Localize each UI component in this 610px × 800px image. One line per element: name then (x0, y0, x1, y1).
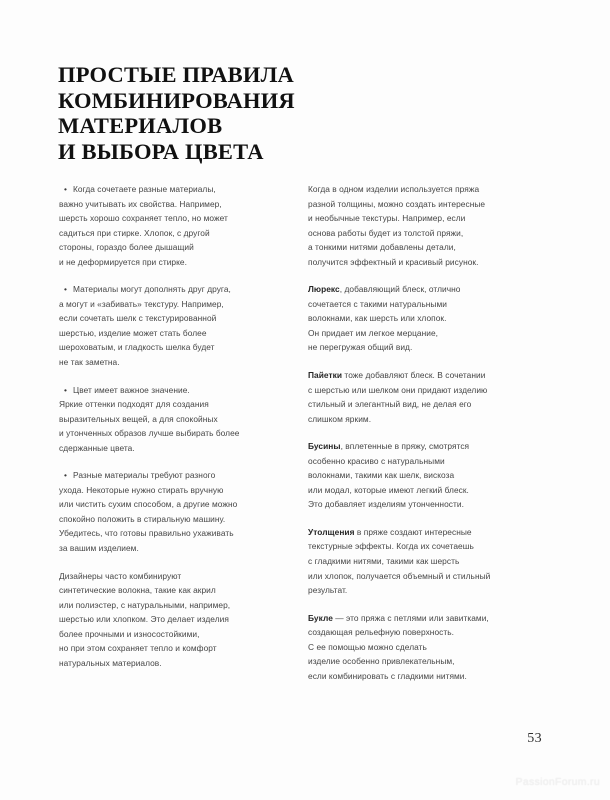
paragraph-line: важно учитывать их свойства. Например, (59, 198, 222, 209)
paragraph-line: создающая рельефную поверхность. (308, 627, 455, 638)
paragraph-line: садиться при стирке. Хлопок, с другой (59, 227, 210, 238)
paragraph-line: или полиэстер, с натуральными, например, (59, 599, 231, 610)
paragraph-line: Дизайнеры часто комбинируют (59, 570, 182, 581)
paragraph-line: слишком ярким. (308, 413, 372, 424)
paragraph-line: или чистить сухим способом, а другие можно (59, 499, 238, 510)
paragraph-line: или хлопок, получается объемный и стильный (308, 570, 491, 581)
paragraph-line: но при этом сохраняет тепло и комфорт (59, 643, 217, 654)
paragraph-line: Люрекс, добавляющий блеск, отлично (308, 284, 461, 295)
body-paragraph (59, 569, 291, 671)
page-number: 53 (527, 731, 542, 746)
paragraph-line: за вашим изделием. (59, 543, 139, 554)
paragraph-line: выразительных вещей, а для спокойных (59, 413, 218, 424)
page-title-line-1: ПРОСТЫЕ ПРАВИЛА (58, 62, 295, 87)
bullet-icon: • (64, 184, 67, 194)
paragraph-line: с шерстью или шелком они придают изделию (308, 384, 488, 395)
paragraph-lead-in: Пайетки (308, 370, 343, 381)
paragraph-line: Пайетки тоже добавляют блеск. В сочетании (308, 370, 486, 381)
paragraph-line: и не деформируется при стирке. (59, 256, 187, 267)
paragraph-line: не перегружая общий вид. (308, 342, 413, 353)
body-paragraph (59, 383, 291, 456)
paragraph-line: спокойно положить в стиральную машину. (59, 513, 226, 524)
paragraph-line: Букле — это пряжа с петлями или завитками, (308, 612, 489, 623)
paragraph-line: изделие особенно привлекательным, (308, 656, 455, 667)
paragraph-line: с гладкими нитями, такими как шерсть (308, 556, 460, 567)
paragraph-line: шероховатым, и гладкость шелка будет (59, 342, 215, 353)
paragraph-line: сдержанные цвета. (59, 442, 135, 453)
paragraph-line: если комбинировать с гладкими нитями. (308, 670, 467, 681)
paragraph-line: Он придает им легкое мерцание, (308, 327, 439, 338)
paragraph-line: Бусины, вплетенные в пряжу, смотрятся (308, 441, 470, 452)
paragraph-line: натуральных материалов. (59, 657, 162, 668)
paragraph-lead-in: Люрекс (308, 284, 340, 295)
paragraph-line: сочетается с такими натуральными (308, 298, 447, 309)
bullet-icon: • (64, 284, 67, 295)
paragraph-line: результат. (308, 585, 348, 596)
paragraph-line: а тонкими нитями добавлены детали, (308, 242, 456, 253)
paragraph-line: волокнами, как шерсть или хлопок. (308, 313, 447, 324)
body-paragraph (308, 611, 548, 684)
body-paragraph (308, 282, 548, 355)
paragraph-line: волокнами, такими как шелк, вискоза (308, 470, 455, 481)
paragraph-line: шерстью, изделие может стать более (59, 327, 207, 338)
page-title (58, 62, 358, 164)
paragraph-line: стороны, гораздо более дышащий (59, 242, 194, 253)
paragraph-lead-in: Букле (308, 612, 333, 623)
paragraph-line: шерстью или хлопком. Это делает изделия (59, 614, 229, 625)
paragraph-line: более прочными и износостойкими, (59, 628, 200, 639)
paragraph-line: не так заметна. (59, 357, 120, 368)
paragraph-line: разной толщины, можно создать интересные (308, 198, 486, 209)
body-paragraph (308, 368, 548, 426)
paragraph-line: синтетические волокна, такие как акрил (59, 585, 216, 596)
paragraph-lead-in: Бусины (308, 441, 341, 452)
paragraph-line: и необычные текстуры. Например, если (308, 213, 466, 224)
page-title-line-3: МАТЕРИАЛОВ (58, 113, 223, 138)
paragraph-line: • Разные материалы требуют разного (59, 468, 291, 483)
body-paragraph (59, 282, 291, 369)
paragraph-lead-in: Утолщения (308, 526, 355, 537)
page-title-line-2: КОМБИНИРОВАНИЯ (58, 87, 295, 113)
body-paragraph (308, 439, 548, 512)
bullet-icon: • (64, 470, 67, 481)
right-text-column (308, 182, 548, 683)
paragraph-line: Утолщения в пряже создают интересные (308, 526, 472, 537)
paragraph-line: или модал, которые имеют легкий блеск. (308, 484, 469, 495)
paragraph-line: Когда в одном изделии используется пряжа (308, 184, 480, 194)
site-watermark: PassionForum.ru (515, 776, 600, 788)
paragraph-line: стильный и элегантный вид, не делая его (308, 399, 472, 410)
paragraph-line: Это добавляет изделиям утонченности. (308, 499, 464, 510)
paragraph-line: С ее помощью можно сделать (308, 641, 427, 652)
paragraph-line: и утонченных образов лучше выбирать более (59, 428, 240, 439)
paragraph-line: Убедитесь, что готовы правильно ухаживать (59, 528, 234, 539)
paragraph-line: основа работы будет из толстой пряжи, (308, 227, 464, 238)
paragraph-line: ухода. Некоторые нужно стирать вручную (59, 484, 224, 495)
paragraph-line: получится эффектный и красивый рисунок. (308, 256, 479, 267)
paragraph-line: Яркие оттенки подходят для создания (59, 399, 209, 410)
page-title-line-4: И ВЫБОРА ЦВЕТА (58, 138, 264, 164)
body-paragraph (308, 182, 548, 269)
body-paragraph (59, 182, 291, 269)
bullet-icon: • (64, 384, 67, 395)
paragraph-line: • Материалы могут дополнять друг друга, (59, 282, 291, 297)
paragraph-line: текстурные эффекты. Когда их сочетаешь (308, 541, 474, 552)
paragraph-line: особенно красиво с натуральными (308, 455, 445, 466)
paragraph-line: а могут и «забивать» текстуру. Например, (59, 298, 224, 309)
body-paragraph (59, 468, 291, 555)
paragraph-line: • Когда сочетаете разные материалы, (59, 182, 291, 197)
body-paragraph (308, 525, 548, 598)
left-text-column (59, 182, 291, 670)
paragraph-line: шерсть хорошо сохраняет тепло, но может (59, 213, 228, 224)
paragraph-line: • Цвет имеет важное значение. (59, 383, 291, 398)
paragraph-line: если сочетать шелк с текстурированной (59, 313, 217, 324)
